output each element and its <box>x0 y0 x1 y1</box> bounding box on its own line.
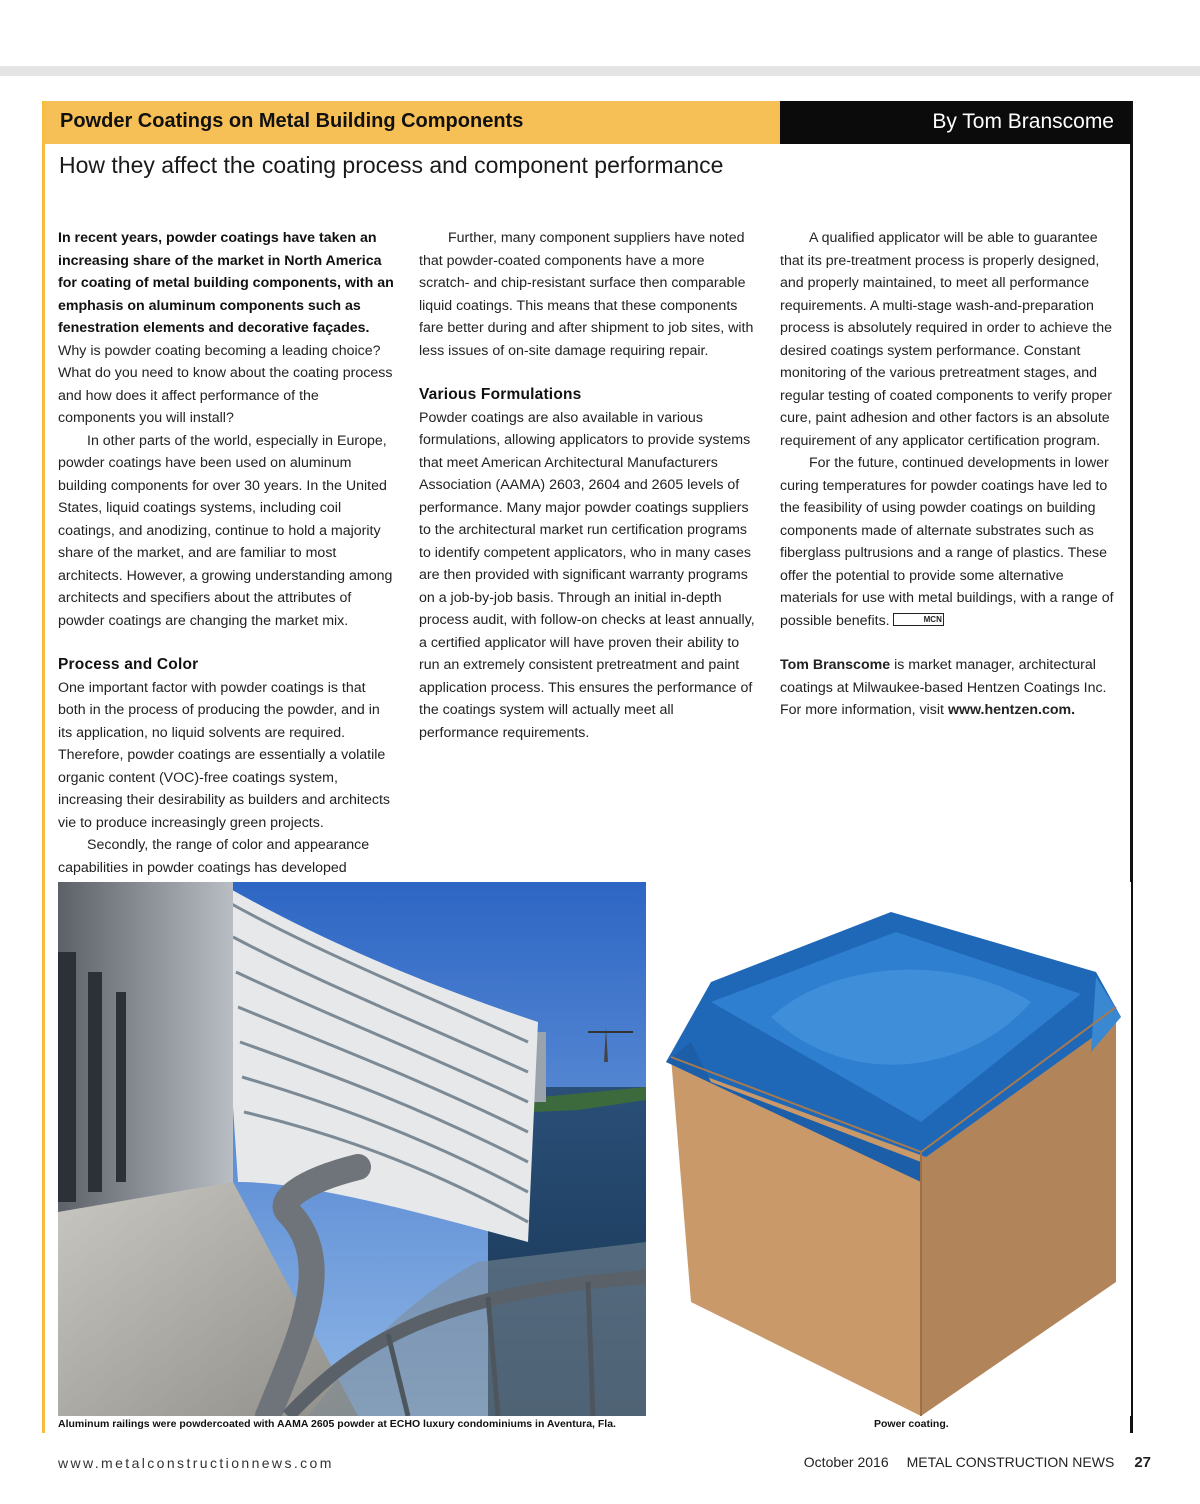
footer-info <box>804 1454 1151 1471</box>
author-byline: By Tom Branscome <box>932 110 1114 133</box>
powder-box-photo <box>651 882 1131 1416</box>
bio-text: is market manager, architectural coatings at Milwaukee-based Hentzen Coatings Inc. For more information, visit <box>780 657 1107 718</box>
paragraph-color-range: Secondly, the range of color and appearance capabilities in powder coatings has developed <box>58 837 370 876</box>
accent-left-rule <box>42 101 45 1433</box>
paragraph-solvents: One important factor with powder coatings is that both in the process of producing the powder, and in its application, no liquid solvents are required. Therefore, powder coatings are essentially a volatile organic content (VOC)-free coatings system, increasing their desirability as builders and architects vie to produce increasingly green projects. <box>58 679 390 831</box>
balcony-railing-photo <box>58 882 646 1416</box>
text-column-2 <box>419 227 755 744</box>
footer-website-link[interactable]: www.metalconstructionnews.com <box>58 1455 334 1471</box>
photo2-caption: Power coating. <box>874 1418 949 1430</box>
photo1-caption: Aluminum railings were powdercoated with AAMA 2605 powder at ECHO luxury condominiums in Aventura, Fla. <box>58 1418 616 1430</box>
page-number: 27 <box>1134 1454 1151 1471</box>
heading-various-formulations: Various Formulations <box>419 386 582 403</box>
paragraph-scratch-resistance: Further, many component suppliers have noted that powder-coated components have a more scratch- and chip-resistant surface then comparable liquid coatings. This means that these components fare better during and after shipment to job sites, with less issues of on-site damage requiring repair. <box>419 230 754 359</box>
intro-lead: In recent years, powder coatings have taken an increasing share of the market in North America for coating of metal building components, with an emphasis on aluminum components such as fenestration elements and decorative façades. <box>58 230 394 336</box>
bio-url-link[interactable]: www.hentzen.com. <box>947 702 1076 718</box>
bio-name: Tom Branscome <box>780 657 891 673</box>
byline-band <box>780 101 1131 144</box>
text-column-3 <box>780 227 1116 722</box>
article-title: Powder Coatings on Metal Building Components <box>60 110 524 132</box>
author-bio <box>780 654 1116 722</box>
future-text: For the future, continued developments in lower curing temperatures for powder coatings have led to the feasibility of using powder coatings on building components made of alternate substrates such as fiberglass pultrusions and a range of plastics. These offer the potential to provide some alternative materials for use with metal buildings, with a range of possible benefits. <box>780 455 1114 629</box>
paragraph-applicator: A qualified applicator will be able to guarantee that its pre-treatment process is properly designed, and properly maintained, to meet all performance requirements. A multi-stage wash-and-preparation process is absolutely required in order to achieve the desired coatings system performance. Constant monitoring of the various pretreatment stages, and regular testing of coated components to verify proper cure, paint adhesion and other factors is an absolute requirement of any applicator certification program. <box>780 230 1113 449</box>
top-gray-strip <box>0 66 1200 76</box>
heading-process-color: Process and Color <box>58 656 199 673</box>
article-subtitle: How they affect the coating process and component performance <box>59 152 724 178</box>
paragraph-europe: In other parts of the world, especially in Europe, powder coatings have been used on aluminum building components for over 30 years. In the United States, liquid coatings systems, including coil coatings, and anodizing, continue to hold a majority share of the market, and are familiar to most architects. However, a growing understanding among architects and specifiers about the attributes of powder coatings are changing the market mix. <box>58 432 393 629</box>
footer-magazine-name: METAL CONSTRUCTION NEWS <box>906 1454 1115 1470</box>
paragraph-future <box>780 452 1116 632</box>
mcn-end-mark: MCN <box>893 613 944 626</box>
intro-paragraph <box>58 227 394 430</box>
footer-date: October 2016 <box>803 1454 889 1470</box>
title-band <box>45 101 780 144</box>
paragraph-formulations: Powder coatings are also available in various formulations, allowing applicators to provide systems that meet American Architectural Manufacturers Association (AAMA) 2603, 2604 and 2605 levels of performance. Many major powder coatings suppliers to the architectural market run certification programs to identify competent applicators, who in many cases are then provided with significant warranty programs on a job-by-job basis. Through an initial in-depth process audit, with follow-on checks at least annually, a certified applicator will have proven their ability to run an extremely consistent pretreatment and paint application process. This ensures the performance of the coatings system will actually meet all performance requirements. <box>419 409 755 741</box>
intro-rest: Why is powder coating becoming a leading choice? What do you need to know about the coating process and how does it affect performance of the components you will install? <box>58 342 393 426</box>
